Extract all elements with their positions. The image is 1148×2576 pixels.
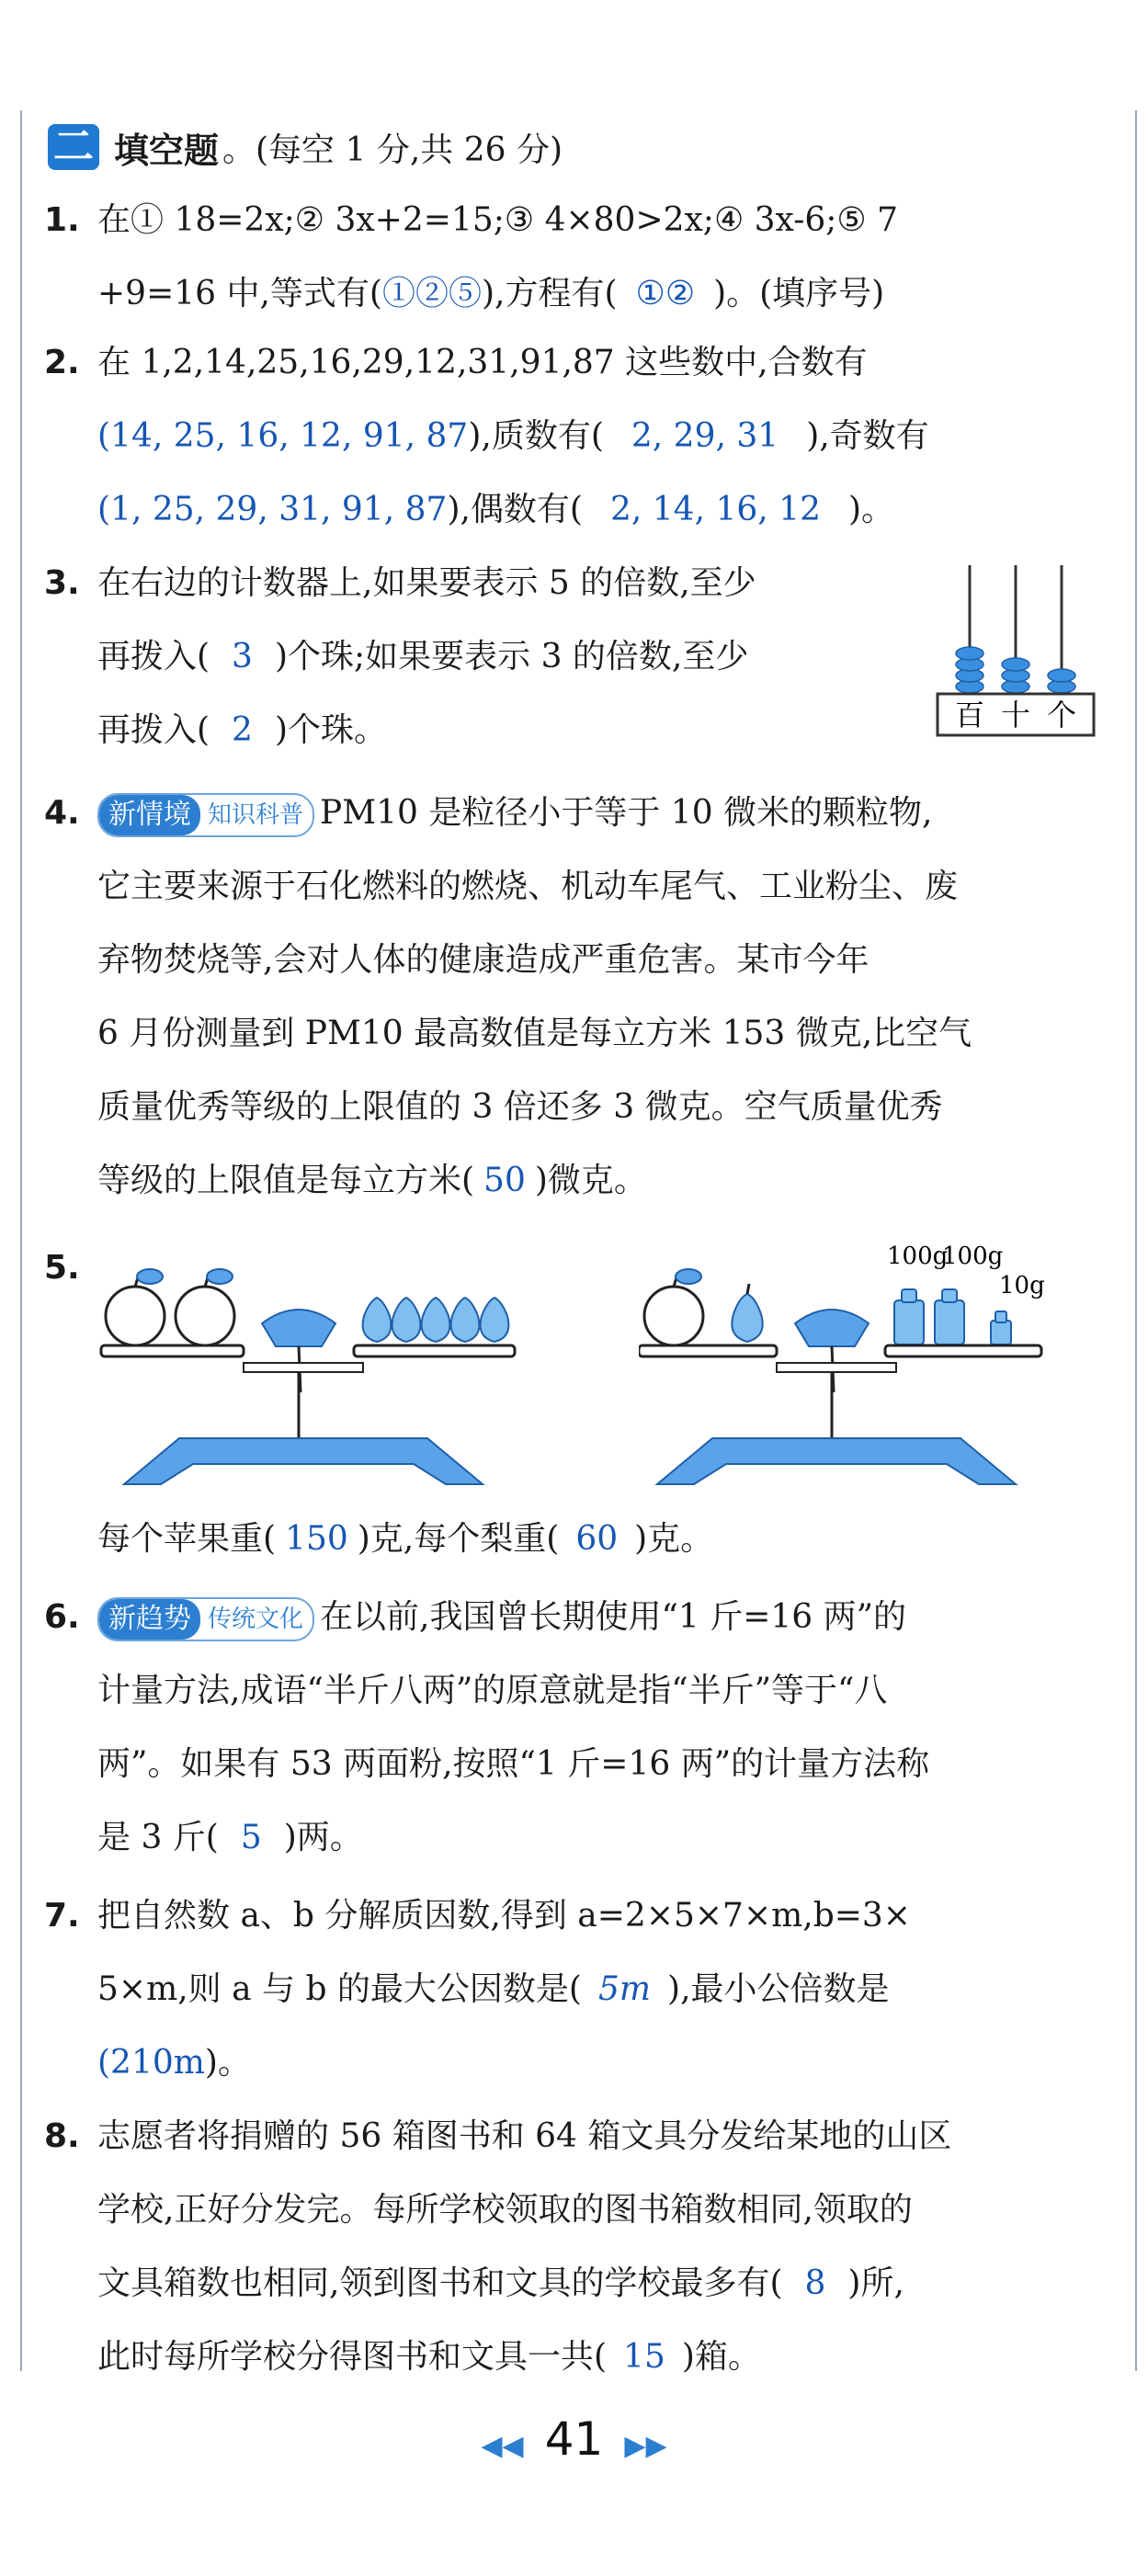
- question-number: 4.: [44, 794, 80, 832]
- balance-scale-right: [639, 1236, 1052, 1489]
- q5-line-1: 每个苹果重( 150 )克,每个梨重( 60 )克。: [97, 1520, 714, 1558]
- q6-line-3: 两”。如果有 53 两面粉,按照“1 斤=16 两”的计量方法称: [97, 1745, 930, 1783]
- q2-line-2: (14, 25, 16, 12, 91, 87),质数有( 2, 29, 31 ),奇数有: [97, 417, 929, 455]
- q7-line-3: (210m)。: [97, 2044, 251, 2082]
- q1-line-2: +9=16 中,等式有(①②⑤),方程有( ①② )。(填序号): [97, 275, 885, 312]
- answer-blank: 50: [483, 1162, 526, 1199]
- abacus-label-hundreds: 百: [954, 698, 985, 732]
- prev-page-arrows-icon: ◀◀: [481, 2430, 524, 2462]
- q4-line-1: 新情境 知识科普 PM10 是粒径小于等于 10 微米的颗粒物,: [97, 777, 1120, 850]
- abacus-figure: [933, 556, 1098, 740]
- answer-blank: 8: [804, 2264, 826, 2302]
- question-2: [44, 326, 1120, 547]
- weight-label-2: 100g: [942, 1243, 1004, 1270]
- weight-label-1: 100g: [887, 1243, 949, 1270]
- q2-line-1: 在 1,2,14,25,16,29,12,31,91,87 这些数中,合数有: [97, 344, 868, 381]
- new-trend-tag: 新趋势 传统文化: [97, 1597, 314, 1641]
- question-number: 8.: [44, 2117, 80, 2155]
- q7-line-1: 把自然数 a、b 分解质因数,得到 a=2×5×7×m,b=3×: [97, 1897, 911, 1935]
- section-badge: 二: [48, 124, 99, 170]
- q4-line-5: 质量优秀等级的上限值的 3 倍还多 3 微克。空气质量优秀: [97, 1088, 943, 1126]
- question-6: [44, 1581, 1120, 1875]
- q3-line-3: 再拨入( 2 )个珠。: [97, 711, 387, 749]
- page-frame-left: [20, 110, 22, 2371]
- answer-blank: 5m: [597, 1970, 652, 2008]
- question-number: 7.: [44, 1897, 80, 1935]
- weight-icon: [991, 1321, 1011, 1345]
- question-number: 2.: [44, 344, 80, 381]
- q8-line-3: 文具箱数也相同,领到图书和文具的学校最多有( 8 )所,: [97, 2264, 904, 2302]
- q6-line-4: 是 3 斤( 5 )两。: [97, 1819, 363, 1856]
- question-8: [44, 2100, 1120, 2394]
- section-title: 填空题: [114, 130, 220, 171]
- weight-label-3: 10g: [999, 1272, 1045, 1299]
- weight-icon: [894, 1300, 924, 1345]
- answer-blank: 150: [285, 1520, 348, 1558]
- question-5-answer: [44, 1503, 1120, 1576]
- q6-line-2: 计量方法,成语“半斤八两”的原意就是指“半斤”等于“八: [97, 1672, 888, 1709]
- answer-blank: 2, 14, 16, 12: [609, 491, 821, 528]
- answer-blank: (1, 25, 29, 31, 91, 87: [97, 491, 448, 528]
- answer-blank: (210m: [97, 2044, 205, 2082]
- new-context-tag: 新情境 知识科普: [97, 793, 314, 837]
- q3-line-1: 在右边的计数器上,如果要表示 5 的倍数,至少: [97, 564, 756, 602]
- q1-line-1: 在① 18=2x;② 3x+2=15;③ 4×80>2x;④ 3x-6;⑤ 7: [97, 201, 899, 239]
- answer-blank: (14, 25, 16, 12, 91, 87: [97, 417, 469, 455]
- question-4: [44, 777, 1120, 1218]
- q4-line-6: 等级的上限值是每立方米( 50 )微克。: [97, 1162, 647, 1199]
- q4-line-3: 弃物焚烧等,会对人体的健康造成严重危害。某市今年: [97, 941, 870, 979]
- question-number: 6.: [44, 1598, 80, 1636]
- answer-blank: 2, 29, 31: [631, 417, 779, 455]
- q8-line-2: 学校,正好分发完。每所学校领取的图书箱数相同,领取的: [97, 2191, 913, 2229]
- apple-icon: [176, 1269, 234, 1345]
- q8-line-1: 志愿者将捐赠的 56 箱图书和 64 箱文具分发给某地的山区: [97, 2117, 952, 2155]
- next-page-arrows-icon: ▶▶: [624, 2430, 667, 2462]
- pear-group: [363, 1298, 509, 1342]
- answer-blank: 5: [240, 1819, 262, 1856]
- weight-icon: [935, 1300, 964, 1345]
- q4-line-4: 6 月份测量到 PM10 最高数值是每立方米 153 微克,比空气: [97, 1015, 972, 1052]
- answer-blank: 60: [575, 1520, 619, 1558]
- q3-line-2: 再拨入( 3 )个珠;如果要表示 3 的倍数,至少: [97, 638, 749, 675]
- apple-icon: [644, 1269, 703, 1345]
- apple-icon: [106, 1269, 165, 1345]
- answer-blank: ①②⑤: [381, 275, 482, 312]
- q8-line-4: 此时每所学校分得图书和文具一共( 15 )箱。: [97, 2338, 761, 2376]
- q6-line-1: 新趋势 传统文化 在以前,我国曾长期使用“1 斤=16 两”的: [97, 1581, 1120, 1654]
- page-footer: [0, 2412, 1148, 2466]
- q7-line-2: 5×m,则 a 与 b 的最大公因数是( 5m ),最小公倍数是: [97, 1970, 890, 2008]
- question-1: [44, 184, 1120, 331]
- page-number: 41: [544, 2412, 604, 2466]
- pear-icon: [732, 1284, 762, 1342]
- section-note: 。(每空 1 分,共 26 分): [222, 131, 563, 169]
- question-number: 3.: [44, 564, 80, 602]
- section-header: [48, 119, 563, 175]
- abacus-label-ones: 个: [1046, 698, 1077, 732]
- q4-line-2: 它主要来源于石化燃料的燃烧、机动车尾气、工业粉尘、废: [97, 868, 959, 905]
- abacus-label-tens: 十: [1000, 698, 1031, 732]
- answer-blank: 3: [232, 638, 253, 675]
- question-7: [44, 1879, 1120, 2100]
- question-number: 1.: [44, 201, 80, 239]
- balance-scale-left: [97, 1254, 547, 1489]
- answer-blank: 2: [232, 711, 253, 749]
- q2-line-3: (1, 25, 29, 31, 91, 87),偶数有( 2, 14, 16, 12 )。: [97, 491, 895, 528]
- answer-blank: ①②: [635, 275, 696, 312]
- answer-blank: 15: [623, 2338, 665, 2376]
- page-frame-right: [1135, 110, 1137, 2371]
- question-number: 5.: [44, 1249, 80, 1287]
